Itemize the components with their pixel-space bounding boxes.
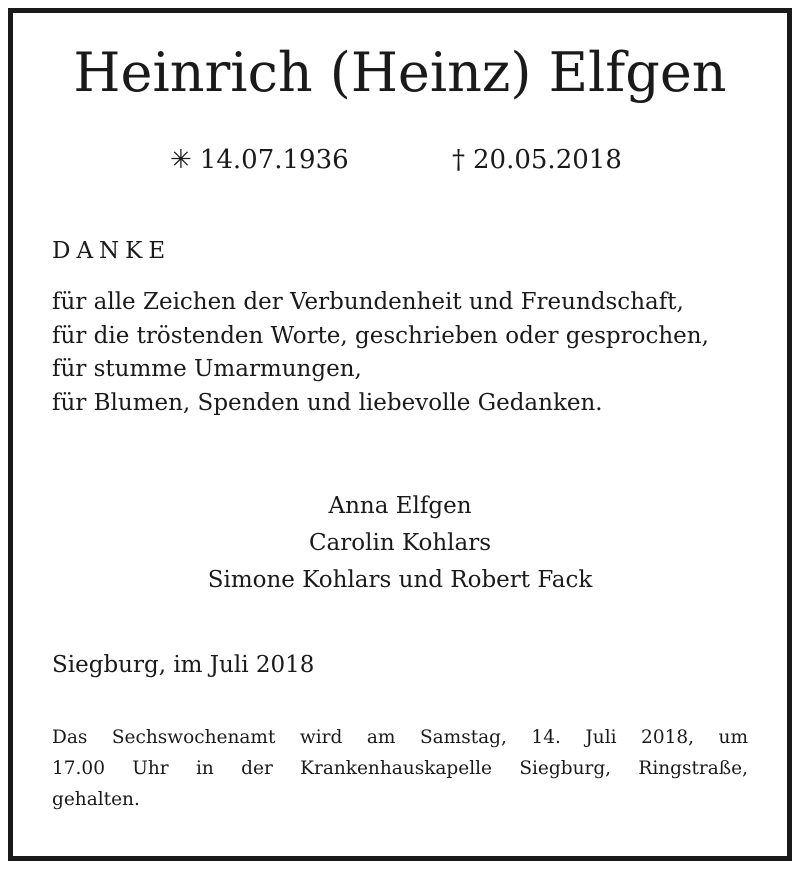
birth-star-icon: ✳: [170, 145, 192, 175]
thanks-line: für stumme Umarmungen,: [52, 356, 362, 382]
signer-name: Simone Kohlars und Robert Fack: [207, 567, 593, 593]
birth-date: [170, 142, 349, 178]
mass-notice: [52, 722, 748, 815]
danke-heading: DANKE: [52, 238, 172, 264]
notice-line: 17.00 Uhr in der Krankenhauskapelle Siegburg, Ringstraße,: [52, 758, 748, 779]
signer-name: Anna Elfgen: [328, 493, 472, 519]
death-cross-icon: †: [452, 145, 465, 175]
death-date: [452, 142, 622, 178]
death-date-value: 20.05.2018: [473, 145, 622, 175]
thanks-text: [52, 286, 709, 420]
notice-line: Das Sechswochenamt wird am Samstag, 14. Juli 2018, um: [52, 727, 748, 748]
signer-name: Carolin Kohlars: [308, 530, 492, 556]
thanks-line: für Blumen, Spenden und liebevolle Gedanken.: [52, 389, 603, 416]
signers-block: [0, 488, 800, 599]
thanks-line: für die tröstenden Worte, geschrieben oder gesprochen,: [52, 322, 709, 349]
birth-date-value: 14.07.1936: [199, 145, 349, 175]
place-date: Siegburg, im Juli 2018: [52, 652, 315, 678]
notice-line: gehalten.: [52, 789, 140, 810]
thanks-line: für alle Zeichen der Verbundenheit und Freundschaft,: [52, 289, 684, 315]
deceased-name: Heinrich (Heinz) Elfgen: [73, 41, 727, 104]
